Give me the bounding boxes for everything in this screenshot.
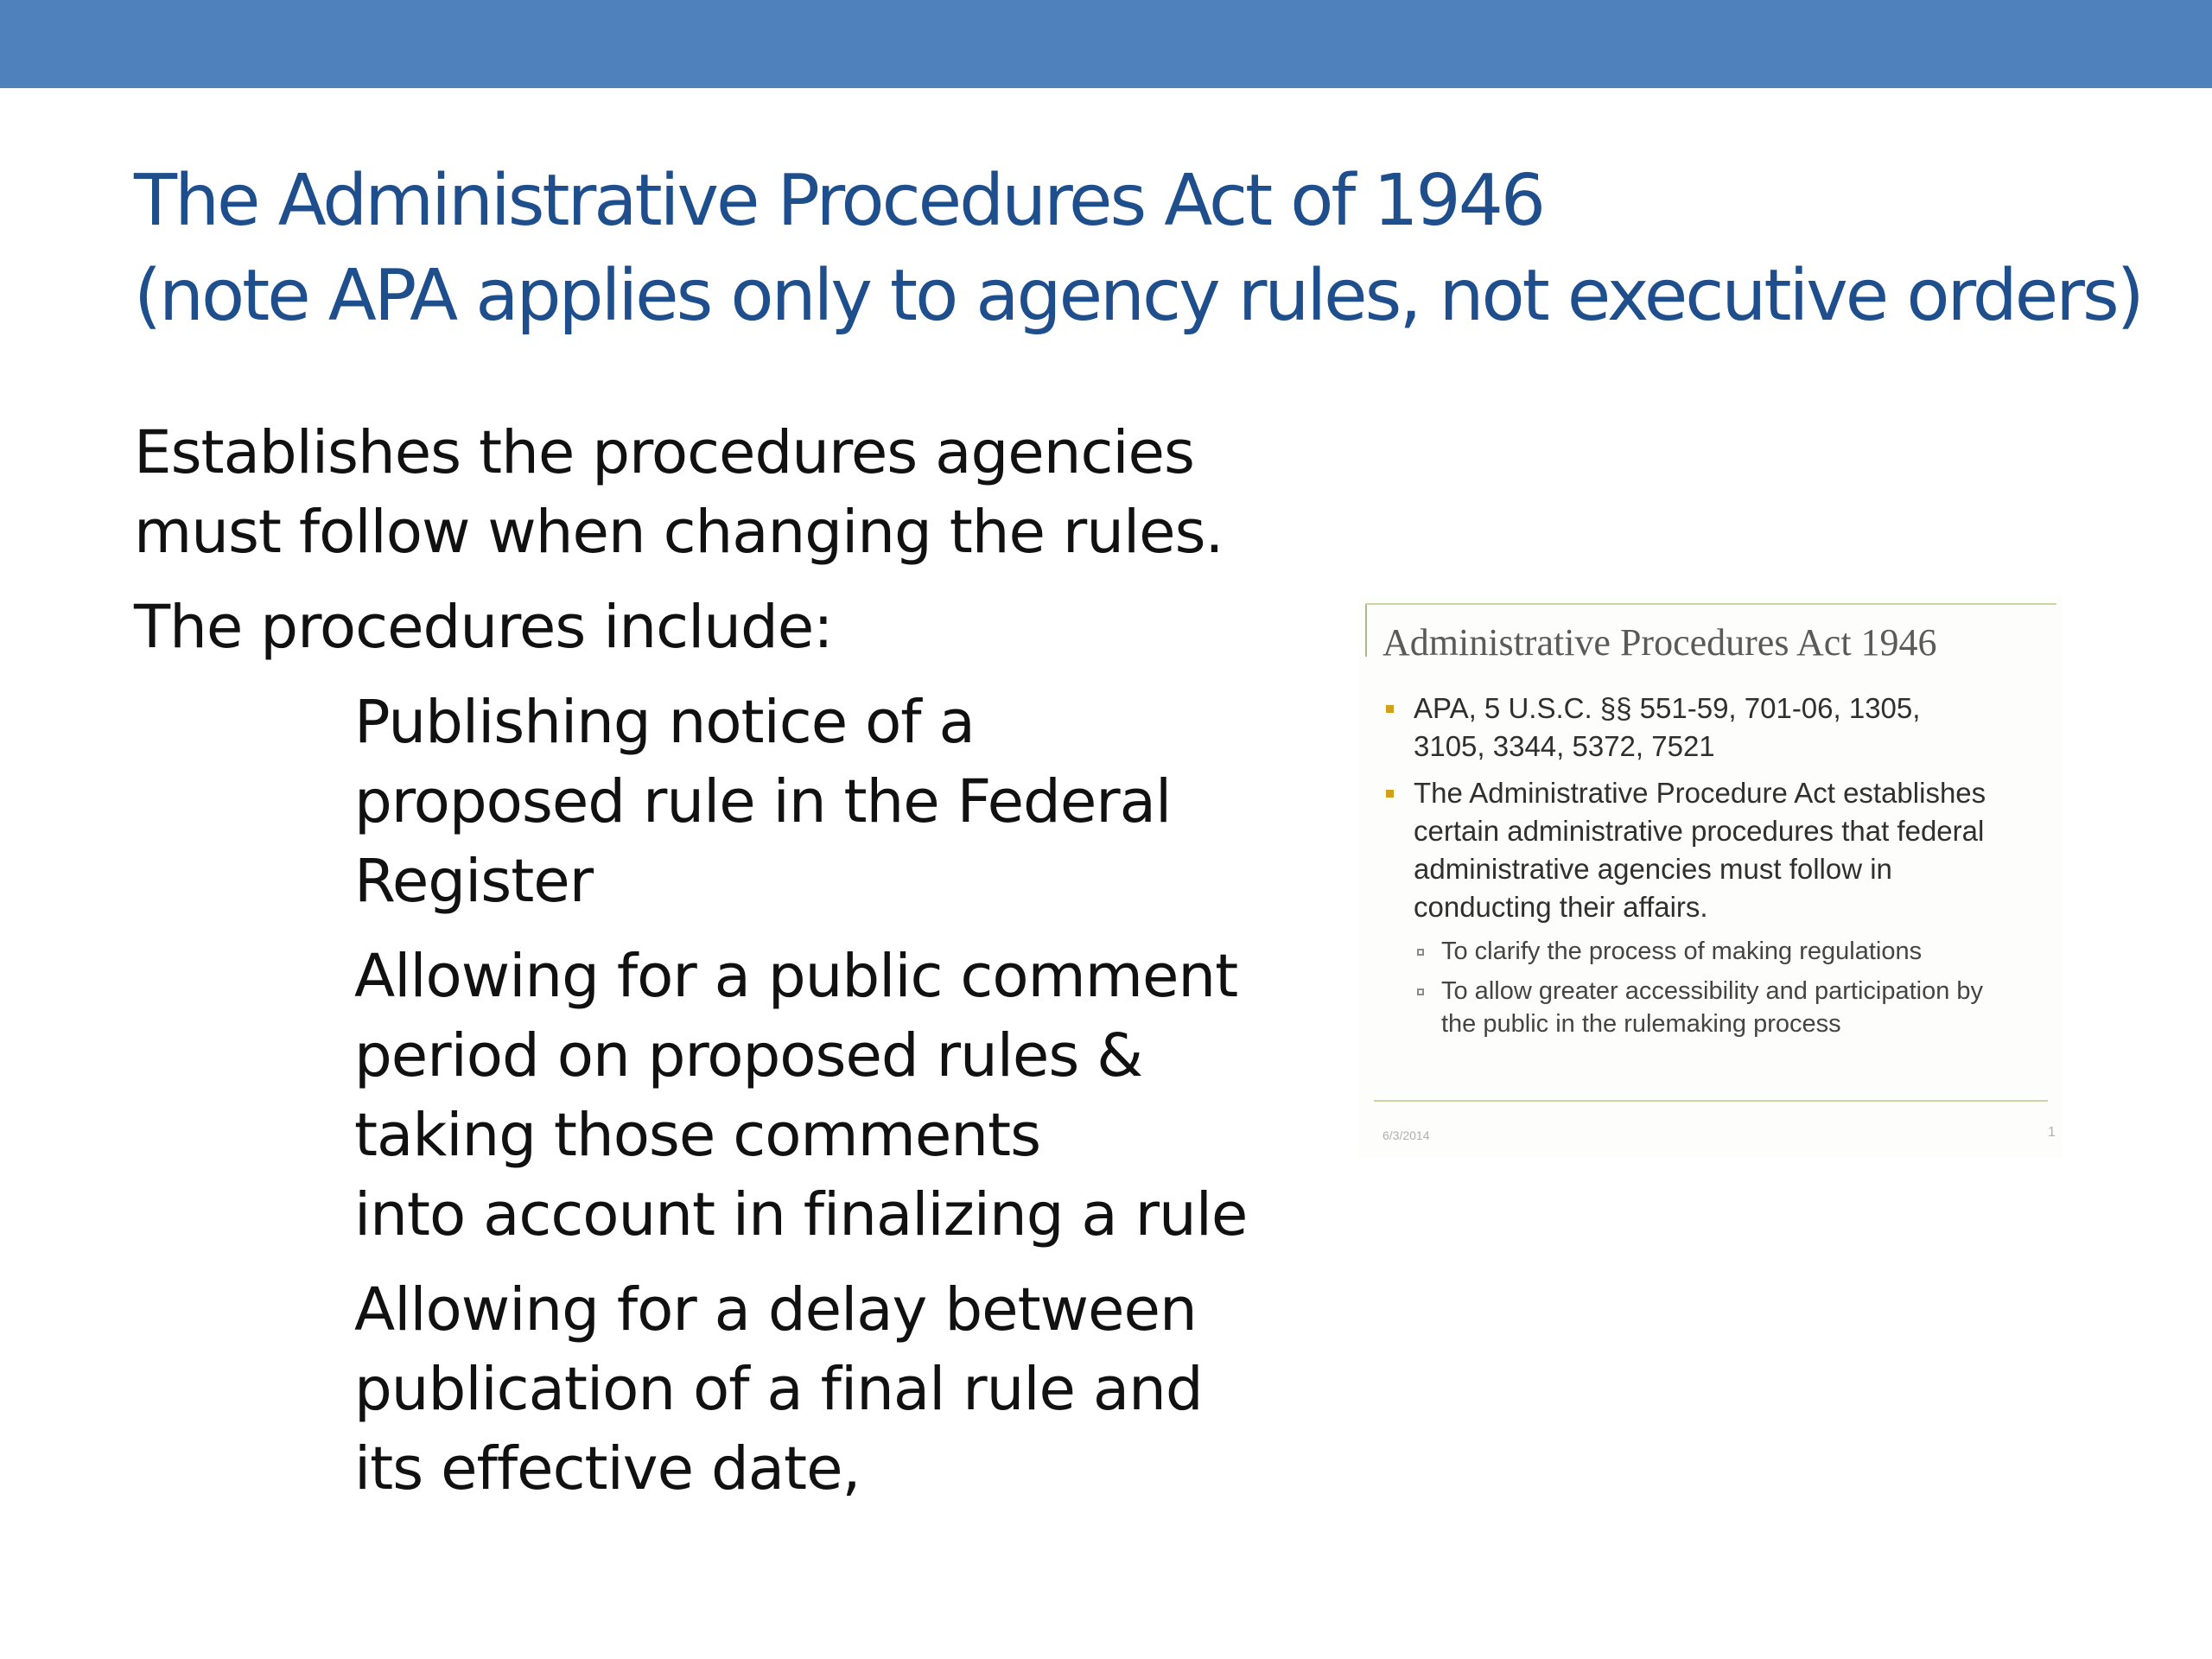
embedded-slide-title: Administrative Procedures Act 1946 — [1382, 621, 1937, 664]
procedure-item-3-line-2: publication of a final rule and — [354, 1355, 1203, 1424]
embedded-slide-left-rule — [1365, 605, 1367, 657]
procedure-item-1-line-3: Register — [354, 847, 594, 916]
square-bullet-icon — [1386, 790, 1394, 798]
embedded-bullet-1 — [1384, 690, 2050, 766]
intro-paragraph — [134, 413, 1344, 572]
embedded-slide-list — [1384, 690, 2050, 1047]
embedded-slide-image — [1358, 596, 2063, 1158]
hollow-square-bullet-icon — [1417, 949, 1424, 956]
embedded-sub-bullet-1-line-1: To clarify the process of making regulations — [1441, 938, 1923, 965]
embedded-bullet-2 — [1384, 774, 2050, 926]
hollow-square-bullet-icon — [1417, 988, 1424, 995]
embedded-bullet-2-line-1: The Administrative Procedure Act establishes — [1414, 777, 1986, 809]
procedure-item-2 — [354, 937, 1344, 1255]
procedure-item-2-line-4: into account in finalizing a rule — [354, 1180, 1248, 1249]
embedded-sub-bullet-1 — [1384, 935, 2050, 968]
embedded-bullet-1-line-1: APA, 5 U.S.C. §§ 551-59, 701-06, 1305, — [1414, 692, 1921, 724]
embedded-bullet-2-line-3: administrative agencies must follow in — [1414, 853, 1892, 885]
embedded-bullet-1-line-2: 3105, 3344, 5372, 7521 — [1414, 730, 1715, 762]
intro-line-1: Establishes the procedures agencies — [134, 418, 1194, 487]
embedded-slide-footer-date: 6/3/2014 — [1382, 1128, 1430, 1142]
intro-line-2: must follow when changing the rules. — [134, 498, 1224, 567]
procedure-item-2-line-1: Allowing for a public comment — [354, 942, 1238, 1011]
procedure-item-1-line-1: Publishing notice of a — [354, 688, 975, 757]
embedded-slide-bottom-rule — [1374, 1100, 2048, 1102]
embedded-sub-bullet-2 — [1384, 975, 2050, 1040]
slide-body — [134, 413, 1344, 1524]
procedure-item-1 — [354, 683, 1344, 921]
square-bullet-icon — [1386, 705, 1394, 713]
procedure-item-2-line-2: period on proposed rules & — [354, 1021, 1143, 1090]
procedure-item-2-line-3: taking those comments — [354, 1101, 1041, 1170]
embedded-sub-bullet-2-line-2: the public in the rulemaking process — [1441, 1010, 1841, 1038]
embedded-slide-footer-page: 1 — [2048, 1125, 2056, 1140]
procedures-heading: The procedures include: — [134, 593, 833, 662]
procedure-item-3-line-3: its effective date, — [354, 1434, 861, 1503]
embedded-bullet-2-line-2: certain administrative procedures that federal — [1414, 815, 1985, 847]
slide-title-line-1: The Administrative Procedures Act of 1946 — [134, 160, 1544, 242]
embedded-bullet-2-line-4: conducting their affairs. — [1414, 891, 1708, 923]
slide-title-line-2: (note APA applies only to agency rules, not executive orders) — [134, 255, 2142, 337]
slide-title — [134, 154, 2156, 344]
embedded-slide-top-rule — [1365, 603, 2056, 605]
embedded-sub-bullet-2-line-1: To allow greater accessibility and participation by — [1441, 977, 1984, 1005]
procedure-item-3-line-1: Allowing for a delay between — [354, 1275, 1197, 1344]
procedure-item-1-line-2: proposed rule in the Federal — [354, 767, 1172, 836]
top-accent-bar — [0, 0, 2212, 88]
procedure-item-3 — [354, 1270, 1344, 1509]
